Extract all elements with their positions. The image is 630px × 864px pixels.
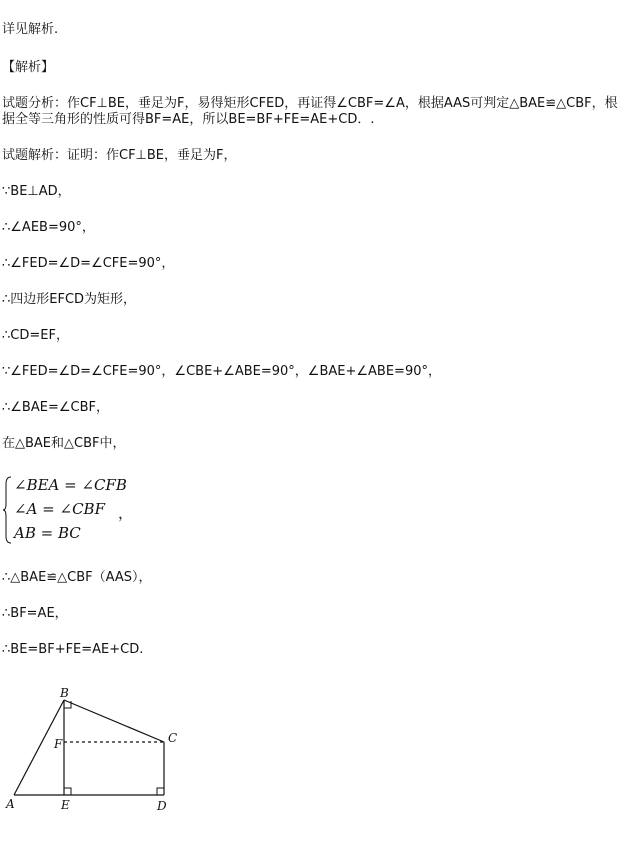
section-heading: 【解析】 — [2, 60, 55, 75]
proof-step-8: 在△BAE和△CBF中， — [2, 436, 126, 451]
label-A: A — [6, 797, 15, 811]
proof-step-9: ∴△BAE≌△CBF（AAS）， — [2, 570, 152, 585]
label-E: E — [61, 798, 70, 812]
right-angle-mark-D — [157, 788, 164, 795]
proof-step-10: ∴BF=AE， — [2, 606, 68, 621]
system-row-2: ∠A = ∠CBF — [14, 500, 105, 518]
proof-step-1: ∵BE⊥AD， — [2, 184, 71, 199]
system-row-1: ∠BEA = ∠CFB — [14, 476, 127, 494]
right-angle-mark-E — [64, 788, 71, 795]
geometry-figure — [0, 680, 200, 830]
label-C: C — [168, 731, 178, 745]
proof-conclusion: ∴BE=BF+FE=AE+CD. — [2, 642, 144, 657]
proof-step-6: ∵∠FED=∠D=∠CFE=90°，∠CBE+∠ABE=90°，∠BAE+∠ABE=90°， — [2, 364, 441, 379]
label-D: D — [157, 799, 167, 813]
proof-step-5: ∴CD=EF， — [2, 328, 69, 343]
answer-line: 详见解析. — [2, 22, 59, 37]
left-brace — [2, 476, 12, 544]
proof-step-4: ∴四边形EFCD为矩形， — [2, 292, 137, 307]
label-F: F — [54, 737, 63, 751]
system-row-3: AB = BC — [14, 524, 81, 542]
analysis-paragraph: 试题分析：作CF⊥BE，垂足为F，易得矩形CFED，再证得∠CBF=∠A，根据AAS可判定△BAE≌△CBF，根据全等三角形的性质可得BF=AE，所以BE=BF+FE=AE+CD．. — [2, 96, 618, 127]
system-trailing-comma: ， — [118, 504, 134, 522]
proof-step-2: ∴∠AEB=90°， — [2, 220, 95, 235]
proof-step-7: ∴∠BAE=∠CBF， — [2, 400, 109, 415]
label-B: B — [60, 686, 69, 700]
proof-intro: 试题解析：证明：作CF⊥BE，垂足为F， — [2, 148, 237, 163]
equation-system — [2, 476, 162, 546]
segment-BC — [64, 700, 164, 742]
proof-step-3: ∴∠FED=∠D=∠CFE=90°， — [2, 256, 175, 271]
